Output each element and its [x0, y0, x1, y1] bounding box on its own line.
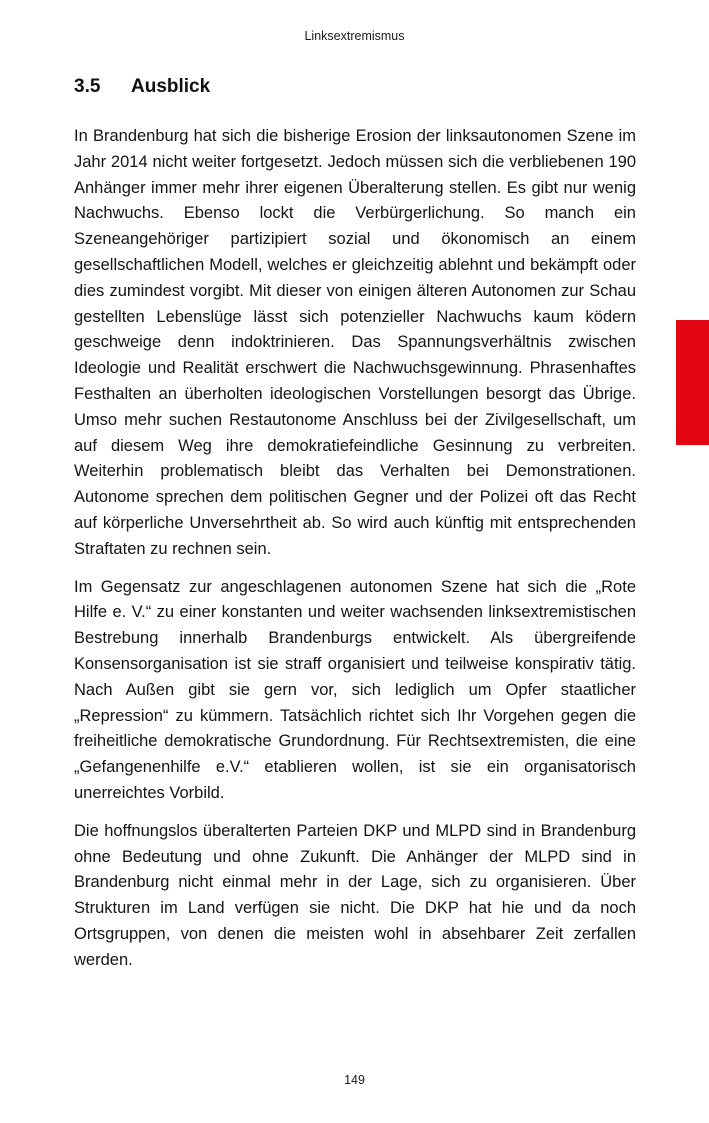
body-text: [74, 124, 636, 974]
paragraph-dkp-mlpd: Die hoffnungslos überalterten Parteien DKP und MLPD sind in Brandenburg ohne Bedeutung und ohne Zukunft. Die Anhänger der MLPD sind in Brandenburg nicht einmal mehr in der Lage, sich zu organisieren. Über Strukturen im Land verfügen sie nicht. Die DKP hat hie und da noch Ortsgruppen, von denen die meisten wohl in absehbarer Zeit zerfallen werden.: [74, 821, 636, 969]
running-header: Linksextremismus: [304, 29, 405, 43]
chapter-tab-marker: [676, 320, 709, 445]
section-number: 3.5: [74, 76, 101, 97]
paragraph-outlook-autonome: In Brandenburg hat sich die bisherige Erosion der linksautonomen Szene im Jahr 2014 nicht weiter fortgesetzt. Jedoch müssen sich die verbliebenen 190 Anhänger immer mehr ihrer eigenen Überalterung stellen. Es gibt nur wenig Nachwuchs. Ebenso lockt die Verbürgerlichung. So manch ein Szeneangehöriger partizipiert sozial und ökonomisch an einem gesellschaftlichen Modell, welches er gleichzeitig ablehnt und bekämpft oder dies zumindest vorgibt. Mit dieser von einigen älteren Autonomen zur Schau gestellten Lebenslüge lässt sich potenzieller Nachwuchs kaum ködern geschweige denn indoktrinieren. Das Spannungsverhältnis zwischen Ideologie und Realität erschwert die Nachwuchsgewinnung. Phrasenhaftes Festhalten an überholten ideologischen Vorstellungen besorgt das Übrige. Umso mehr suchen Restautonome Anschluss bei der Zivilgesellschaft, um auf diesem Weg ihre demokratiefeindliche Gesinnung zu verbreiten. Weiterhin problematisch bleibt das Verhalten bei Demonstrationen. Autonome sprechen dem politischen Gegner und der Polizei oft das Recht auf körperliche Unversehrtheit ab. So wird auch künftig mit entsprechenden Straftaten zu rechnen sein.: [74, 127, 636, 558]
paragraph-rote-hilfe: Im Gegensatz zur angeschlagenen autonomen Szene hat sich die „Rote Hilfe e. V.“ zu einer konstanten und weiter wachsenden linksextremistischen Bestrebung innerhalb Brandenburgs entwickelt. Als übergreifende Konsensorganisation ist sie straff organisiert und teilweise konspirativ tätig. Nach Außen gibt sie gern vor, sich lediglich um Opfer staatlicher „Repression“ zu kümmern. Tatsächlich richtet sich Ihr Vorgehen gegen die freiheitliche demokratische Grundordnung. Für Rechtsextremisten, die eine „Gefangenenhilfe e.V.“ etablieren wollen, ist sie ein organisatorisch unerreichtes Vorbild.: [74, 577, 636, 802]
section-heading: [74, 76, 636, 98]
section-title: Ausblick: [131, 76, 211, 97]
page-content: [74, 76, 636, 986]
page-number: 149: [344, 1073, 365, 1087]
